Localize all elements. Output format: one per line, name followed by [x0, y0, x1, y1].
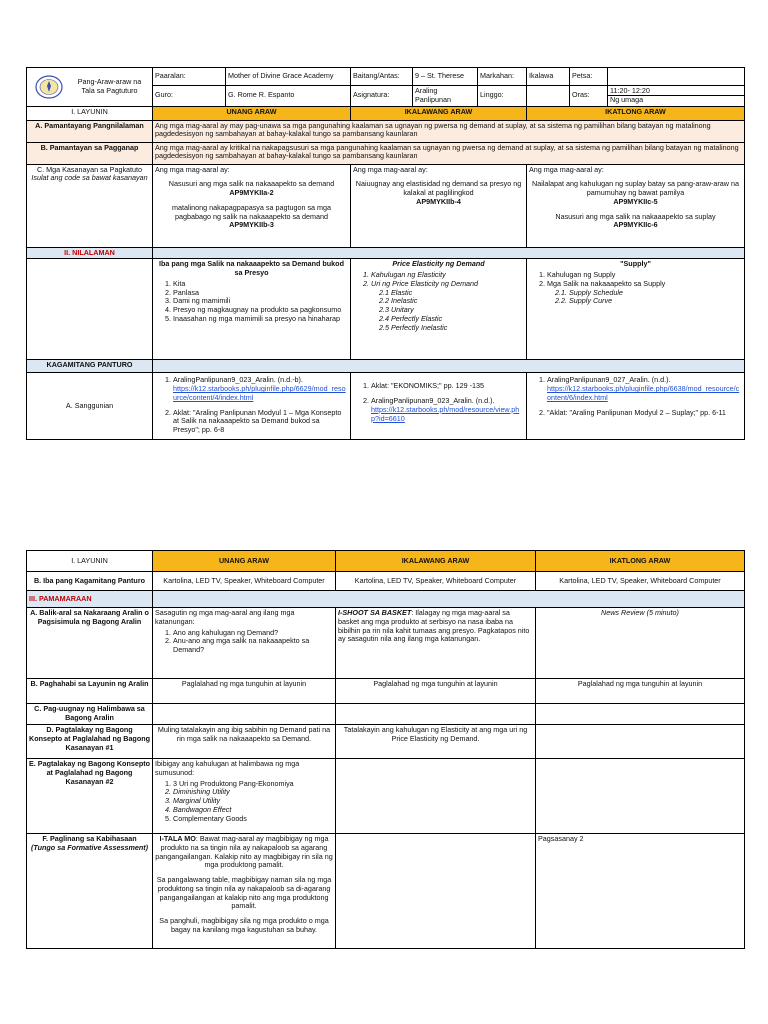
list-item: 2. Diminishing Utility	[173, 788, 333, 797]
kasanayan-day3-a: Nailalapat ang kahulugan ng suplay batay sa pang-araw-araw na pamumuhay ng bawat pamilya	[532, 179, 739, 198]
paglinang-day1	[153, 834, 336, 949]
list-item: 1. Kahulugan ng Supply	[547, 271, 742, 280]
sanggunian-label: A. Sanggunian	[27, 373, 153, 440]
pagtalakay2-day2	[336, 759, 536, 834]
paglinang-day1-p2: Sa pangalawang table, magbibigay naman sila ng mga produktong sa tingin nila ay nakapaloob sa di-agarang pangangailangan at kalakip nito ang mga produktong pamalit.	[156, 875, 332, 911]
kagamitan-band	[153, 360, 745, 373]
day2-header: IKALAWANG ARAW	[351, 106, 527, 120]
pamantayan-pagganap-label: B. Pamantayan sa Pagganap	[27, 142, 153, 164]
pag-uugnay-day1	[153, 704, 336, 725]
pagtalakay2-label: E. Pagtalakay ng Bagong Konsepto at Paglalahad ng Bagong Kasanayan #2	[27, 759, 153, 834]
school-seal-icon	[27, 74, 71, 100]
kasanayan-sublabel: Isulat ang code sa bawat kasanayan	[31, 173, 148, 183]
list-item: 2. Panlasa	[173, 289, 348, 298]
sanggunian-day2-list	[353, 382, 524, 423]
kasanayan-day2-a-code: AP9MYKIIb-4	[416, 196, 461, 206]
day1-header-2: UNANG ARAW	[153, 551, 336, 572]
nilalaman-day3	[527, 259, 745, 360]
list-item: 1. Kita	[173, 280, 348, 289]
reference-link[interactable]: https://k12.starbooks.ph/pluginfile.php/6638/mod_resource/content/6/index.html	[547, 384, 740, 402]
reference-link[interactable]: https://k12.starbooks.ph/pluginfile.php/6629/mod_resource/content/4/index.html	[173, 384, 346, 402]
list-item: 2.2. Supply Curve	[555, 296, 613, 306]
list-item	[371, 397, 524, 423]
oras-value	[608, 86, 745, 107]
markahan-label: Markahan:	[478, 68, 527, 86]
list-item: 4. Bandwagon Effect	[173, 806, 333, 815]
markahan-value: Ikalawa	[527, 68, 570, 86]
petsa-label: Petsa:	[570, 68, 608, 86]
kagamitan-day2: Kartolina, LED TV, Speaker, Whiteboard Computer	[336, 572, 536, 591]
baitang-value: 9 – St. Therese	[413, 68, 478, 86]
pagtalakay1-day1: Muling tatalakayin ang ibig sabihin ng Demand pati na rin mga salik na nakaaapekto sa Demand.	[153, 725, 336, 759]
guro-label: Guro:	[153, 86, 226, 107]
layunin-header: I. LAYUNIN	[27, 106, 153, 120]
oras-period: Ng umaga	[610, 95, 644, 105]
sanggunian-day3	[527, 373, 745, 440]
kasanayan-day3-b: Nasusuri ang mga salik na nakaaapekto sa suplay	[555, 211, 716, 221]
pag-uugnay-day2	[336, 704, 536, 725]
sanggunian-day3-list	[529, 376, 742, 417]
kasanayan-day2	[351, 164, 527, 247]
pamantayan-pagganap-text: Ang mga mag-aaral ay kritikal na nakapagsusuri sa mga pangunahing kaalaman sa ugnayan ng pwersa ng demand at suplay, at sa sistema ng pamilihan bilang batayan ng matalinong pagdedesisyon ng sambahayan at bahay-kalakal tungo sa pambansang kaunlaran	[153, 142, 745, 164]
pagtalakay1-day2: Tatalakayin ang kahulugan ng Elasticity at ang mga uri ng Price Elasticity ng Demand.	[336, 725, 536, 759]
nilalaman-empty-label	[27, 259, 153, 360]
paglinang-day1-p3: Sa panghuli, magbibigay sila ng mga produkto o mga bagay na kanilang mga kagustuhan sa buhay.	[159, 916, 329, 935]
list-item	[547, 376, 742, 402]
day3-header: IKATLONG ARAW	[527, 106, 745, 120]
paaralan-label: Paaralan:	[153, 68, 226, 86]
oras-time: 11:20- 12:20	[608, 87, 744, 97]
day3-header-2: IKATLONG ARAW	[536, 551, 745, 572]
paghahabi-day2: Paglalahad ng mga tunguhin at layunin	[336, 679, 536, 704]
pagtalakay2-day1-list	[155, 780, 333, 824]
kasanayan-day3-intro: Ang mga mag-aaral ay:	[529, 164, 604, 174]
layunin-header-2: I. LAYUNIN	[27, 551, 153, 572]
nilalaman-band	[153, 247, 745, 259]
kagamitan-label: KAGAMITANG PANTURO	[27, 360, 153, 373]
kagamitan-day1: Kartolina, LED TV, Speaker, Whiteboard Computer	[153, 572, 336, 591]
list-item: 2.3 Unitary	[379, 305, 414, 315]
list-item: 2.4 Perfectly Elastic	[379, 314, 443, 324]
reference-link[interactable]: https://k12.starbooks.ph/mod/resource/view.php?id=6610	[371, 404, 520, 423]
nilalaman-day2-sublist	[353, 289, 524, 333]
pagtalakay2-day3	[536, 759, 745, 834]
balik-aral-day1-list	[155, 629, 333, 655]
paglinang-day3: Pagsasanay 2	[536, 834, 745, 949]
list-item: 2. Uri ng Price Elasticity ng Demand	[371, 280, 524, 289]
reference-text: AralingPanlipunan9_027_Aralin. (n.d.).	[547, 375, 671, 385]
reference-text: AralingPanlipunan9_023_Aralin. (n.d.-b).	[173, 375, 303, 385]
pag-uugnay-day3	[536, 704, 745, 725]
list-item: 2. Anu-ano ang mga salik na nakaaapekto sa Demand?	[173, 637, 333, 655]
list-item: 2. Aklat: "Araling Panlipunan Modyul 1 – Mga Konsepto at Salik na nakaaapekto sa Demand bukod sa Presyo"; pp. 6-8	[173, 409, 348, 435]
baitang-label: Baitang/Antas:	[351, 68, 413, 86]
list-item: 2.5 Perfectly Inelastic	[379, 322, 448, 332]
nilalaman-day1-title: Iba pang mga Salik na nakaaapekto sa Demand bukod sa Presyo	[159, 259, 344, 278]
kasanayan-day1-a-code: AP9MYKIIa-2	[229, 188, 274, 198]
nilalaman-label: II. NILALAMAN	[27, 247, 153, 259]
asignatura-label: Asignatura:	[351, 86, 413, 107]
balik-aral-label: A. Balik-aral sa Nakaraang Aralin o Pagsisimula ng Bagong Aralin	[27, 608, 153, 679]
paglinang-label: F. Paglinang sa Kabihasaan	[42, 834, 137, 843]
nilalaman-day1	[153, 259, 351, 360]
kasanayan-day1-b: matalinong nakapagpapasya sa pagtugon sa mga pagbabago ng salik na nakaaapekto sa demand	[171, 202, 332, 221]
pamantayang-pangnilalaman-text: Ang mga mag-aaral ay may pag-unawa sa mga pangunahing kaalaman sa ugnayan ng pwersa ng demand at suplay, at sa sistema ng pamilihan bilang batayan ng matalinong pagdedesisyon ng sambahayan at bahay-kalakal tungo sa pambansang kaunlaran	[153, 120, 745, 142]
balik-aral-day2	[336, 608, 536, 679]
kasanayan-day1	[153, 164, 351, 247]
kagamitan-day3: Kartolina, LED TV, Speaker, Whiteboard Computer	[536, 572, 745, 591]
sanggunian-day1	[153, 373, 351, 440]
paglinang-day1-title: I-TALA MO	[159, 834, 196, 843]
balik-aral-day1-intro: Sasagutin ng mga mag-aaral ang ilang mga katanungan:	[155, 608, 295, 626]
sanggunian-day1-list	[155, 376, 348, 435]
list-item	[173, 376, 348, 402]
kasanayan-day1-a: Nasusuri ang mga salik na nakaaapekto sa demand	[168, 179, 335, 189]
day1-header: UNANG ARAW	[153, 106, 351, 120]
balik-aral-day3: News Review (5 minuto)	[536, 608, 745, 679]
sanggunian-day2	[351, 373, 527, 440]
linggo-value	[527, 86, 570, 107]
kasanayan-day3	[527, 164, 745, 247]
balik-aral-day2-text: : Ilalagay ng mga mag-aaral sa basket ang mga produkto at serbisyo na nasa ibaba na bibilhin pa rin nila kahit tumaas ang presyo. Pagkatapos nito ay sasagutin nila ang ilang mga katanungan.	[338, 608, 530, 644]
list-item: 3. Marginal Utility	[173, 797, 333, 806]
kasanayan-day1-b-code: AP9MYKIIb-3	[229, 220, 274, 230]
nilalaman-day3-title: "Supply"	[620, 259, 651, 269]
pagtalakay1-day3	[536, 725, 745, 759]
paghahabi-label: B. Paghahabi sa Layunin ng Aralin	[27, 679, 153, 704]
list-item: 4. Presyo ng magkaugnay na produkto sa pagkonsumo	[173, 306, 348, 315]
lesson-plan-table-1	[26, 67, 745, 440]
kasanayan-day2-a: Naiuugnay ang elastisidad ng demand sa presyo ng kalakal at paglilingkod	[355, 179, 522, 198]
list-item: 2.1. Supply Schedule	[555, 287, 623, 297]
list-item: 1. Aklat: "EKONOMIKS;" pp. 129 -135	[371, 382, 524, 391]
guro-value: G. Rome R. Espanto	[226, 86, 351, 107]
paglinang-sublabel: (Tungo sa Formative Assessment)	[30, 842, 149, 852]
list-item: 2.2 Inelastic	[379, 296, 418, 306]
list-item: 1. 3 Uri ng Produktong Pang-Ekonomiya	[173, 780, 333, 789]
pamamaraan-band	[153, 591, 745, 608]
paglinang-day2	[336, 834, 536, 949]
nilalaman-day2	[351, 259, 527, 360]
list-item: 2.1 Elastic	[379, 287, 413, 297]
paghahabi-day1: Paglalahad ng mga tunguhin at layunin	[153, 679, 336, 704]
paghahabi-day3: Paglalahad ng mga tunguhin at layunin	[536, 679, 745, 704]
nilalaman-day3-sublist	[529, 289, 742, 307]
nilalaman-day1-list	[155, 280, 348, 324]
list-item: 1. Ano ang kahulugan ng Demand?	[173, 629, 333, 638]
nilalaman-day3-list	[529, 271, 742, 289]
list-item: 1. Kahulugan ng Elasticity	[371, 271, 524, 280]
kasanayan-day2-intro: Ang mga mag-aaral ay:	[353, 164, 428, 174]
lesson-plan-table-2	[26, 550, 745, 949]
nilalaman-day2-list	[353, 271, 524, 289]
day2-header-2: IKALAWANG ARAW	[336, 551, 536, 572]
reference-text: AralingPanlipunan9_023_Aralin. (n.d.).	[371, 396, 495, 406]
linggo-label: Linggo:	[478, 86, 527, 107]
pagtalakay1-label: D. Pagtalakay ng Bagong Konsepto at Paglalahad ng Bagong Kasanayan #1	[27, 725, 153, 759]
iba-pang-kagamitan-label: B. Iba pang Kagamitang Panturo	[27, 572, 153, 591]
petsa-value	[608, 68, 745, 86]
pagtalakay2-day1	[153, 759, 336, 834]
kasanayan-day1-intro: Ang mga mag-aaral ay:	[155, 164, 230, 174]
balik-aral-day2-title: I-SHOOT SA BASKET	[338, 608, 412, 617]
list-item: 5. Complementary Goods	[173, 815, 333, 824]
balik-aral-day1	[153, 608, 336, 679]
pag-uugnay-label: C. Pag-uugnay ng Halimbawa sa Bagong Aralin	[27, 704, 153, 725]
nilalaman-day2-title: Price Elasticity ng Demand	[392, 259, 485, 269]
school-logo-cell	[27, 68, 153, 107]
kasanayan-day3-b-code: AP9MYKIIc-6	[613, 220, 658, 230]
paglinang-day1-p1: : Bawat mag-aaral ay magbibigay ng mga produkto na sa tingin nila ay nakapaloob sa agarang pangangailangan. Kalakip nito ay magbibigay rin sila ng mga produktong pamalit.	[155, 834, 333, 870]
pagtalakay2-day1-intro: Ibibigay ang kahulugan at halimbawa ng mga sumusunod:	[155, 759, 300, 777]
kasanayan-label-cell	[27, 164, 153, 247]
pamamaraan-label: III. PAMAMARAAN	[27, 591, 153, 608]
list-item: 3. Dami ng mamimili	[173, 297, 348, 306]
kasanayan-day3-a-code: AP9MYKIIc-5	[613, 196, 658, 206]
asignatura-value: Araling Panlipunan	[413, 86, 478, 107]
list-item: 2. "Aklat: "Araling Panlipunan Modyul 2 – Suplay;" pp. 6-11	[547, 409, 742, 418]
paglinang-label-cell	[27, 834, 153, 949]
paaralan-value: Mother of Divine Grace Academy	[226, 68, 351, 86]
pamantayang-pangnilalaman-label: A. Pamantayang Pangnilalaman	[27, 120, 153, 142]
list-item: 2. Mga Salik na nakaaapekto sa Supply	[547, 280, 742, 289]
kasanayan-label: C. Mga Kasanayan sa Pagkatuto	[36, 164, 143, 174]
list-item: 5. Inaasahan ng mga mamimili sa presyo na hinaharap	[173, 315, 348, 324]
document-title: Pang-Araw-araw na Tala sa Pagtuturo	[77, 77, 142, 95]
oras-label: Oras:	[570, 86, 608, 107]
